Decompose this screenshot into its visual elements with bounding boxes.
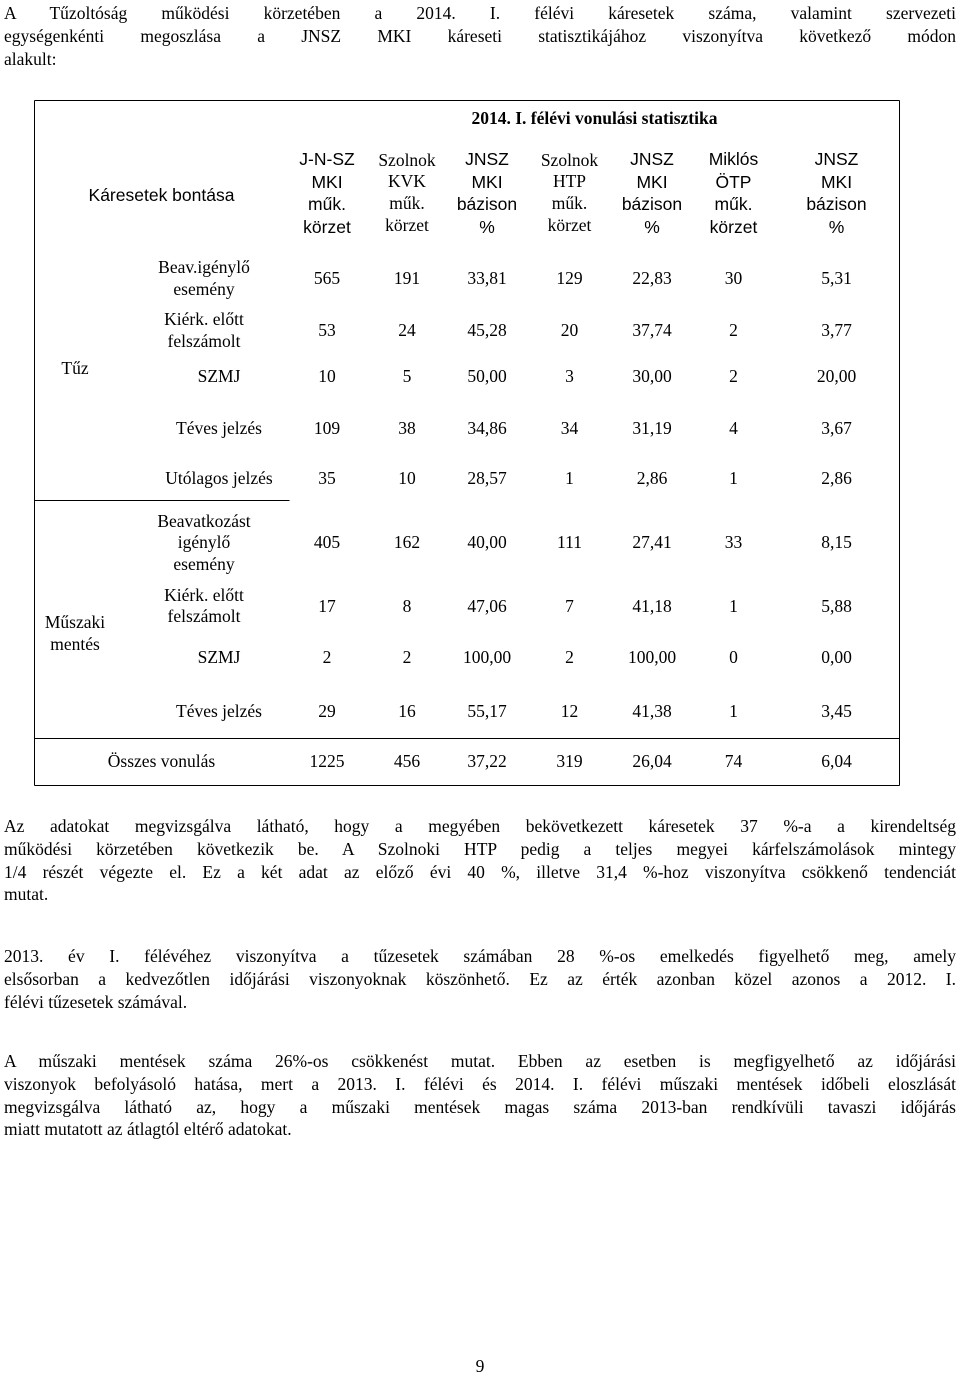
table-cell: 100,00 bbox=[462, 646, 512, 667]
table-cell: 20 bbox=[560, 320, 579, 340]
page-number: 9 bbox=[475, 1356, 485, 1376]
paragraph-line: mutat. bbox=[4, 884, 49, 905]
table-cell: 3,67 bbox=[821, 417, 852, 438]
table-cell: 47,06 bbox=[467, 595, 507, 616]
column-header-line: bázison bbox=[456, 194, 518, 214]
row-label-line: Téves jelzés bbox=[176, 700, 262, 721]
group-label-technical-rescue-line: Műszaki bbox=[44, 612, 106, 633]
row-label bbox=[144, 647, 294, 669]
row-label-line: esemény bbox=[173, 278, 235, 299]
row-label-line: SZMJ bbox=[197, 366, 241, 387]
table-cell: 1 bbox=[729, 700, 738, 721]
total-cell: 37,22 bbox=[467, 751, 507, 771]
table-cell: 10 bbox=[318, 366, 336, 386]
table-cell: 0 bbox=[729, 646, 738, 667]
column-header-line: körzet bbox=[385, 214, 429, 235]
table-cell: 30,00 bbox=[632, 366, 672, 386]
table-cell: 38 bbox=[398, 417, 416, 438]
total-cell: 6,04 bbox=[821, 751, 852, 771]
table-cell: 12 bbox=[560, 700, 579, 721]
table-cell: 30 bbox=[724, 268, 743, 288]
table-cell: 10 bbox=[398, 468, 416, 488]
column-header-line: % bbox=[479, 216, 495, 237]
table-cell: 129 bbox=[556, 268, 583, 288]
row-label bbox=[134, 585, 274, 628]
row-label bbox=[144, 701, 294, 723]
paragraph-line: A műszaki mentések száma 26%-os csökkenést mutat. Ebben az esetben is megfigyelhető az időjárási bbox=[4, 1051, 956, 1071]
group-label-technical-rescue-line: mentés bbox=[50, 633, 100, 654]
table-cell: 34 bbox=[560, 417, 579, 438]
table-cell: 2 bbox=[402, 646, 412, 667]
table-cell: 5 bbox=[402, 366, 412, 386]
row-label bbox=[134, 257, 274, 300]
paragraph-line: 2013. év I. félévéhez viszonyítva a tűzesetek számában 28 %-os emelkedés figyelhető meg, amely bbox=[4, 946, 956, 966]
table-cell: 1 bbox=[729, 595, 738, 616]
row-label-line: Kiérk. előtt bbox=[164, 584, 244, 605]
total-cell: 26,04 bbox=[632, 751, 672, 771]
table-cell: 7 bbox=[565, 595, 574, 616]
row-label-line: Beav.igénylő bbox=[158, 257, 250, 278]
table-cell: 41,38 bbox=[632, 700, 672, 721]
row-label-line: Beavatkozást bbox=[157, 510, 251, 531]
table-cell: 2 bbox=[565, 646, 574, 667]
table-cell: 2 bbox=[322, 646, 332, 667]
table-cell: 109 bbox=[313, 417, 341, 438]
column-header bbox=[777, 148, 896, 238]
row-label-line: felszámolt bbox=[167, 330, 241, 351]
table-cell: 405 bbox=[313, 532, 341, 552]
intro-line: A Tűzoltóság működési körzetében a 2014. I. félévi káresetek száma, valamint szervezeti bbox=[4, 3, 956, 23]
column-header bbox=[614, 148, 690, 238]
row-label-line: Téves jelzés bbox=[176, 417, 262, 438]
intro-line: alakult: bbox=[4, 48, 57, 69]
column-header bbox=[289, 148, 365, 238]
total-cell: 1225 bbox=[309, 751, 345, 771]
paragraph-line: miatt mutatott az átlagtól eltérő adatokat. bbox=[4, 1119, 292, 1140]
table-cell: 40,00 bbox=[467, 532, 507, 552]
table-cell: 565 bbox=[313, 268, 341, 288]
column-header bbox=[449, 148, 525, 238]
paragraph-technical-rescues bbox=[4, 1050, 956, 1141]
table-title: 2014. I. félévi vonulási statisztika bbox=[471, 108, 718, 128]
paragraph-line: 1/4 részét végezte el. Ez a két adat az előző évi 40 %, illetve 31,4 %-hoz viszonyítva csökkenő tendenciát bbox=[4, 861, 956, 882]
intro-paragraph bbox=[4, 2, 956, 70]
row-label bbox=[144, 366, 294, 388]
row-label-line: Utólagos jelzés bbox=[165, 468, 273, 489]
paragraph-line: Az adatokat megvizsgálva látható, hogy a megyében bekövetkezett káresetek 37 %-a a kirendeltség bbox=[4, 816, 956, 836]
row-label-line: esemény bbox=[173, 553, 235, 574]
column-header-line: J-N-SZ bbox=[299, 149, 355, 169]
table-cell: 33 bbox=[724, 532, 743, 552]
table-cell: 3 bbox=[565, 366, 574, 386]
table-cell: 4 bbox=[729, 417, 738, 438]
group-label-technical-rescue bbox=[34, 612, 116, 655]
table-cell: 45,28 bbox=[467, 320, 507, 340]
column-header-line: bázison bbox=[621, 194, 683, 214]
table-cell: 28,57 bbox=[467, 468, 507, 488]
column-header-line: Szolnok bbox=[540, 149, 599, 170]
table-cell: 162 bbox=[393, 532, 421, 552]
column-header-line: MKI bbox=[636, 171, 668, 192]
table-cell: 3,45 bbox=[821, 700, 852, 721]
table-cell: 27,41 bbox=[632, 532, 672, 552]
total-cell: 456 bbox=[393, 751, 421, 771]
table-cell: 24 bbox=[398, 320, 416, 340]
table-cell: 35 bbox=[318, 468, 336, 488]
paragraph-line: működési körzetében következik be. A Szolnoki HTP pedig a teljes megyei kárfelszámolások mintegy bbox=[4, 838, 956, 859]
column-header-line: MKI bbox=[311, 171, 343, 192]
paragraph-line: megvizsgálva látható az, hogy a műszaki mentések magas száma 2013-ban rendkívüli tavaszi időjárás bbox=[4, 1096, 956, 1117]
column-header-line: Szolnok bbox=[378, 149, 436, 170]
row-label-line: felszámolt bbox=[167, 606, 241, 627]
column-header-line: KVK bbox=[388, 171, 426, 192]
intro-line: egységenkénti megoszlása a JNSZ MKI káreseti statisztikájához viszonyítva következő módon bbox=[4, 25, 956, 46]
row-label bbox=[134, 309, 274, 352]
paragraph-fires bbox=[4, 945, 956, 1013]
paragraph-line: viszonyok befolyásoló hatása, mert a 2013. I. félévi és 2014. I. félévi műszaki mentések időbeli eloszlását bbox=[4, 1073, 956, 1094]
column-header-line: HTP bbox=[552, 171, 587, 192]
column-header-line: MKI bbox=[471, 171, 503, 192]
column-header-line: műk. bbox=[389, 192, 425, 213]
column-header bbox=[529, 150, 610, 236]
column-header-line: bázison bbox=[806, 194, 867, 214]
column-header-line: JNSZ bbox=[465, 149, 509, 169]
table-cell: 17 bbox=[318, 595, 336, 616]
column-header-line: körzet bbox=[709, 216, 758, 237]
table-cell: 2,86 bbox=[821, 468, 852, 488]
table-cell: 8 bbox=[402, 595, 412, 616]
group-label-fire: Tűz bbox=[61, 358, 89, 378]
paragraph-line: félévi tűzesetek számával. bbox=[4, 991, 188, 1012]
table-cell: 5,88 bbox=[821, 595, 852, 616]
column-header-line: JNSZ bbox=[630, 149, 674, 169]
row-label bbox=[144, 418, 294, 440]
table-cell: 5,31 bbox=[821, 268, 852, 288]
table-cell: 53 bbox=[318, 320, 336, 340]
column-header-line: MKI bbox=[820, 171, 853, 192]
table-cell: 0,00 bbox=[821, 646, 852, 667]
paragraph-share bbox=[4, 815, 956, 906]
table-cell: 191 bbox=[393, 268, 421, 288]
column-header bbox=[369, 150, 445, 236]
table-cell: 31,19 bbox=[632, 417, 672, 438]
table-cell: 1 bbox=[729, 468, 738, 488]
table-cell: 55,17 bbox=[467, 700, 507, 721]
table-cell: 50,00 bbox=[467, 366, 507, 386]
table-cell: 41,18 bbox=[632, 595, 672, 616]
total-row-label: Összes vonulás bbox=[107, 751, 216, 771]
table-cell: 100,00 bbox=[627, 646, 677, 667]
table-cell: 2 bbox=[729, 366, 738, 386]
column-header-line: JNSZ bbox=[814, 149, 859, 169]
row-label-line: igénylő bbox=[177, 532, 231, 553]
row-label-line: Kiérk. előtt bbox=[164, 309, 244, 330]
table-cell: 16 bbox=[398, 700, 416, 721]
table-cell: 111 bbox=[557, 532, 582, 552]
row-label bbox=[144, 468, 294, 490]
table-cell: 1 bbox=[565, 468, 574, 488]
table-cell: 3,77 bbox=[821, 320, 852, 340]
table-cell: 33,81 bbox=[467, 268, 507, 288]
column-header-line: Miklós bbox=[708, 149, 759, 169]
column-header-line: műk. bbox=[714, 194, 753, 214]
column-header-line: körzet bbox=[547, 214, 592, 235]
table-cell: 34,86 bbox=[467, 417, 507, 438]
table-cell: 37,74 bbox=[632, 320, 672, 340]
column-header-line: műk. bbox=[308, 194, 346, 214]
table-cell: 29 bbox=[318, 700, 336, 721]
table-cell: 22,83 bbox=[632, 268, 672, 288]
column-header-line: körzet bbox=[303, 216, 351, 237]
table-cell: 20,00 bbox=[816, 366, 857, 386]
total-cell: 319 bbox=[556, 751, 583, 771]
column-header-line: % bbox=[644, 216, 660, 237]
row-label bbox=[134, 511, 274, 576]
statistics-table bbox=[34, 100, 900, 786]
table-cell: 2,86 bbox=[636, 468, 668, 488]
table-corner-label: Káresetek bontása bbox=[88, 185, 235, 205]
table-cell: 2 bbox=[729, 320, 738, 340]
column-header bbox=[694, 148, 773, 238]
column-header-line: ÖTP bbox=[715, 171, 752, 192]
column-header-line: % bbox=[828, 216, 845, 237]
total-cell: 74 bbox=[724, 751, 743, 771]
table-cell: 8,15 bbox=[821, 532, 852, 552]
row-label-line: SZMJ bbox=[197, 646, 241, 667]
column-header-line: műk. bbox=[551, 192, 588, 213]
paragraph-line: elsősorban a kedvezőtlen időjárási viszonyoknak köszönhető. Ez az érték azonban közel azonos a 2012. I. bbox=[4, 968, 956, 989]
